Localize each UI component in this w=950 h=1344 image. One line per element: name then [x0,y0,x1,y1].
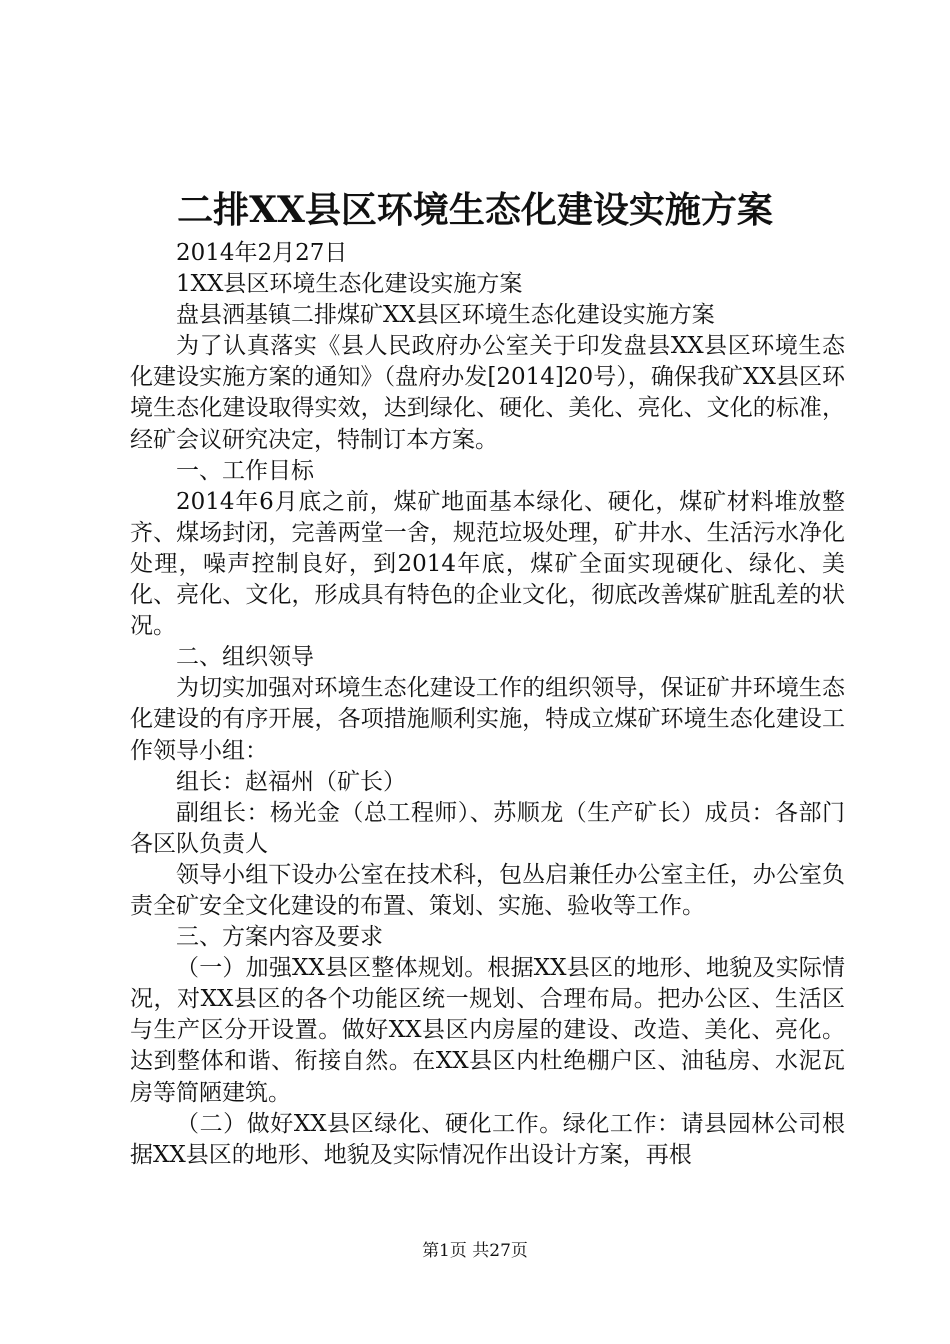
plan-item-1-paragraph: （一）加强XX县区整体规划。根据XX县区的地形、地貌及实际情况，对XX县区的各个功能区统一规划、合理布局。把办公区、生活区与生产区分开设置。做好XX县区内房屋的建设、改造、美化、亮化。达到整体和谐、衔接自然。在XX县区内杜绝棚户区、油毡房、水泥瓦房等简陋建筑。 [130,955,845,1106]
goals-paragraph: 2014年6月底之前，煤矿地面基本绿化、硬化，煤矿材料堆放整齐、煤场封闭，完善两堂一舍，规范垃圾处理，矿井水、生活污水净化处理，噪声控制良好，到2014年底，煤矿全面实现硬化、绿化、美化、亮化、文化，形成具有特色的企业文化，彻底改善煤矿脏乱差的状况。 [130,488,845,640]
team-leader-line: 组长：赵福州（矿长） [176,768,406,795]
document-body [130,238,845,1171]
deputy-leaders-line: 副组长：杨光金（总工程师）、苏顺龙（生产矿长）成员：各部门各区队负责人 [130,799,845,857]
intro-paragraph: 为了认真落实《县人民政府办公室关于印发盘县XX县区环境生态化建设实施方案的通知》（盘府办发[2014]20号），确保我矿XX县区环境生态化建设取得实效，达到绿化、硬化、美化、亮化、文化的标准，经矿会议研究决定，特制订本方案。 [130,333,845,453]
document-title: 二排XX县区环境生态化建设实施方案 [177,189,773,231]
subtitle-line: 1XX县区环境生态化建设实施方案 [176,271,523,298]
office-paragraph: 领导小组下设办公室在技术科，包丛启兼任办公室主任，办公室负责全矿安全文化建设的布置、策划、实施、验收等工作。 [130,861,845,919]
section-heading-plan: 三、方案内容及要求 [176,924,383,951]
leadership-paragraph: 为切实加强对环境生态化建设工作的组织领导，保证矿井环境生态化建设的有序开展，各项措施顺利实施，特成立煤矿环境生态化建设工作领导小组： [130,675,845,764]
page-number-footer: 第1页 共27页 [422,1241,528,1261]
plan-item-2-paragraph: （二）做好XX县区绿化、硬化工作。绿化工作：请县园林公司根据XX县区的地形、地貌及实际情况作出设计方案，再根 [130,1110,845,1168]
section-heading-goals: 一、工作目标 [176,457,314,484]
date-line: 2014年2月27日 [176,240,348,266]
plan-name-line: 盘县洒基镇二排煤矿XX县区环境生态化建设实施方案 [176,302,715,329]
section-heading-leadership: 二、组织领导 [176,644,314,671]
